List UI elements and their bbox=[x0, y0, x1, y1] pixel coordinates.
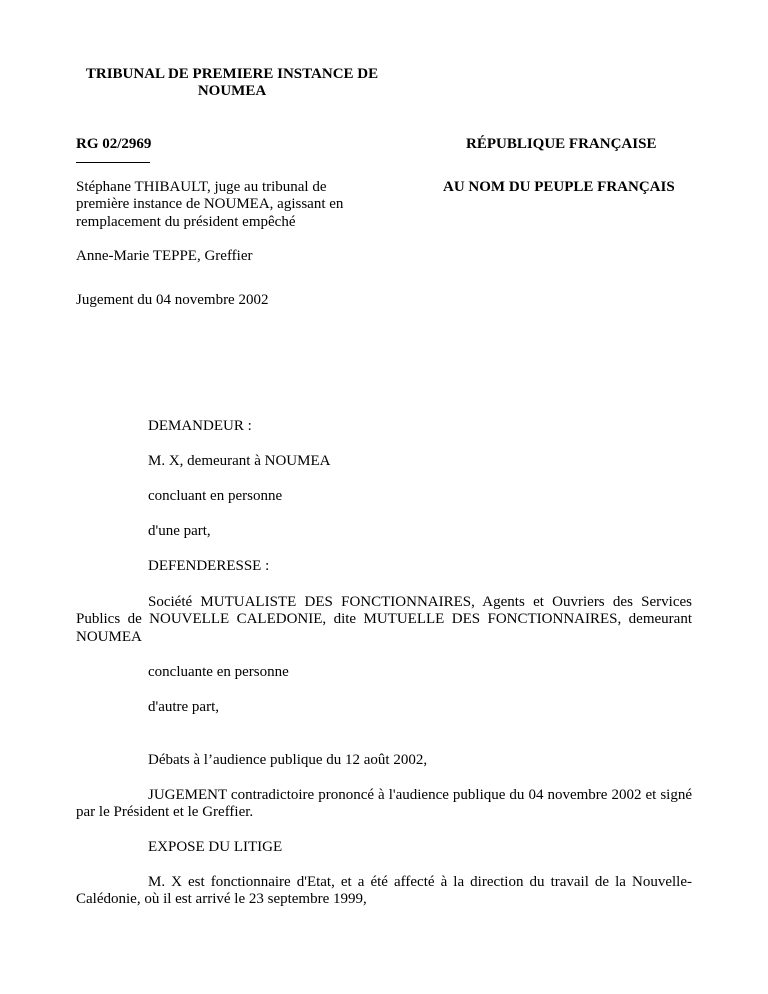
judge-composition: Stéphane THIBAULT, juge au tribunal de première instance de NOUMEA, agissant en remplacement du président empêché bbox=[76, 179, 344, 230]
defenderesse-name: Société MUTUALISTE DES FONCTIONNAIRES, Agents et Ouvriers des Services Publics de NOUVELLE CALEDONIE, dite MUTUELLE DES FONCTIONNAIRES, demeurant NOUMEA bbox=[76, 594, 692, 645]
court-title-line1: TRIBUNAL DE PREMIERE INSTANCE DE bbox=[85, 66, 379, 82]
demandeur-label: DEMANDEUR : bbox=[148, 418, 252, 434]
court-title bbox=[72, 66, 392, 101]
defenderesse-label: DEFENDERESSE : bbox=[148, 558, 270, 574]
jugement-paragraph: JUGEMENT contradictoire prononcé à l'audience publique du 04 novembre 2002 et signé par le Président et le Greffier. bbox=[76, 787, 692, 821]
republique-heading: RÉPUBLIQUE FRANÇAISE bbox=[466, 136, 657, 152]
demandeur-status: concluant en personne bbox=[148, 488, 283, 504]
defenderesse-status: concluante en personne bbox=[148, 664, 289, 680]
defenderesse-side: d'autre part, bbox=[148, 699, 220, 715]
debats-line: Débats à l’audience publique du 12 août 2002, bbox=[148, 752, 428, 768]
clerk-name: Anne-Marie TEPPE, Greffier bbox=[76, 248, 253, 264]
expose-paragraph: M. X est fonctionnaire d'Etat, et a été affecté à la direction du travail de la Nouvelle-Calédonie, où il est arrivé le 23 septembre 1999, bbox=[76, 874, 692, 908]
demandeur-side: d'une part, bbox=[148, 523, 211, 539]
rg-underline bbox=[76, 162, 150, 163]
rg-number: RG 02/2969 bbox=[76, 136, 152, 152]
court-title-line2: NOUMEA bbox=[197, 83, 267, 100]
demandeur-name: M. X, demeurant à NOUMEA bbox=[148, 453, 331, 469]
au-nom-heading: AU NOM DU PEUPLE FRANÇAIS bbox=[443, 179, 675, 195]
expose-heading: EXPOSE DU LITIGE bbox=[148, 839, 283, 855]
judgment-date: Jugement du 04 novembre 2002 bbox=[76, 292, 269, 308]
